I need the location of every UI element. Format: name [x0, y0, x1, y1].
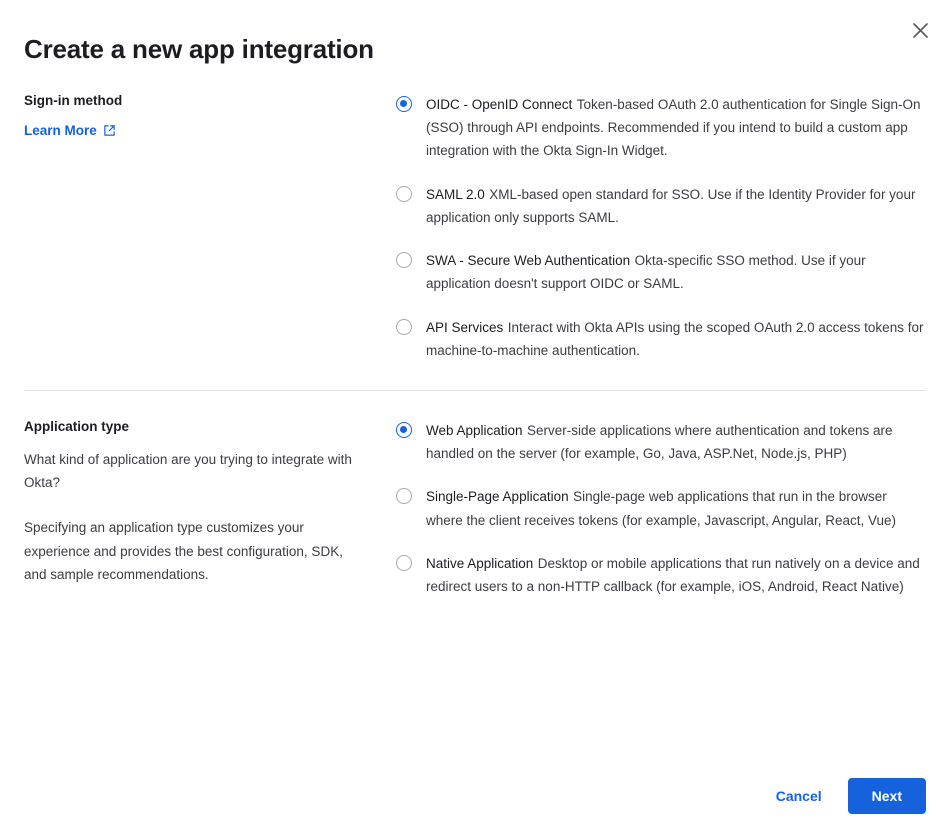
- application-type-label: Application type: [24, 418, 130, 434]
- application-type-options: [396, 391, 926, 598]
- radio-description: Okta-specific SSO method. Use if your application doesn't support OIDC or SAML.: [426, 253, 866, 292]
- sign-in-method-section: [0, 65, 950, 362]
- page-title: Create a new app integration: [24, 34, 374, 64]
- application-type-description-2: Specifying an application type customizes your experience and provides the best configuration, SDK, and sample recommendations.: [24, 520, 343, 582]
- sign-in-method-info: [24, 65, 396, 362]
- radio-mark-icon: [396, 555, 412, 571]
- learn-more-link[interactable]: [24, 123, 116, 138]
- radio-title: SAML 2.0: [426, 186, 485, 202]
- radio-description: Server-side applications where authentication and tokens are handled on the server (for example, Go, Java, ASP.Net, Node.js, PHP): [426, 422, 893, 462]
- radio-mark-icon: [396, 186, 412, 202]
- radio-description: Interact with Okta APIs using the scoped OAuth 2.0 access tokens for machine-to-machine authentication.: [426, 319, 924, 358]
- sign-in-method-options: [396, 65, 926, 362]
- radio-description: Token-based OAuth 2.0 authentication for Single Sign-On (SSO) through API endpoints. Recommended if you intend to build a custom app integration with the Okta Sign-In Widget.: [426, 97, 921, 159]
- radio-title: SWA - Secure Web Authentication: [426, 253, 631, 269]
- radio-mark-icon: [396, 319, 412, 335]
- radio-oidc-openid-connect[interactable]: [396, 93, 926, 163]
- close-icon[interactable]: [906, 16, 934, 44]
- application-type-info: [24, 391, 396, 598]
- radio-single-page-application[interactable]: [396, 485, 926, 531]
- radio-swa-secure-web-authentication[interactable]: [396, 249, 926, 295]
- radio-description: Single-page web applications that run in the browser where the client receives tokens (for example, Javascript, Angular, React, Vue): [426, 489, 896, 528]
- radio-title: API Services: [426, 319, 504, 335]
- radio-native-application[interactable]: [396, 552, 926, 598]
- application-type-description-1: What kind of application are you trying to integrate with Okta?: [24, 451, 352, 491]
- radio-title: Web Application: [426, 422, 523, 438]
- radio-title: Native Application: [426, 555, 534, 571]
- radio-web-application[interactable]: [396, 419, 926, 465]
- external-link-icon: [103, 124, 116, 137]
- next-button[interactable]: Next: [848, 778, 926, 814]
- sign-in-method-label: Sign-in method: [24, 93, 123, 108]
- radio-mark-icon: [396, 422, 412, 438]
- radio-description: XML-based open standard for SSO. Use if the Identity Provider for your application only supports SAML.: [426, 186, 916, 225]
- radio-api-services[interactable]: [396, 316, 926, 362]
- radio-mark-icon: [396, 96, 412, 112]
- radio-title: Single-Page Application: [426, 489, 569, 505]
- radio-mark-icon: [396, 488, 412, 504]
- dialog-footer: [0, 762, 950, 830]
- radio-mark-icon: [396, 252, 412, 268]
- radio-title: OIDC - OpenID Connect: [426, 97, 573, 112]
- application-type-section: [0, 391, 950, 598]
- radio-description: Desktop or mobile applications that run natively on a device and redirect users to a non-HTTP callback (for example, iOS, Android, React Native): [426, 555, 920, 595]
- learn-more-label: Learn More: [24, 123, 97, 138]
- cancel-button[interactable]: Cancel: [766, 780, 832, 812]
- radio-saml-2-0[interactable]: [396, 183, 926, 229]
